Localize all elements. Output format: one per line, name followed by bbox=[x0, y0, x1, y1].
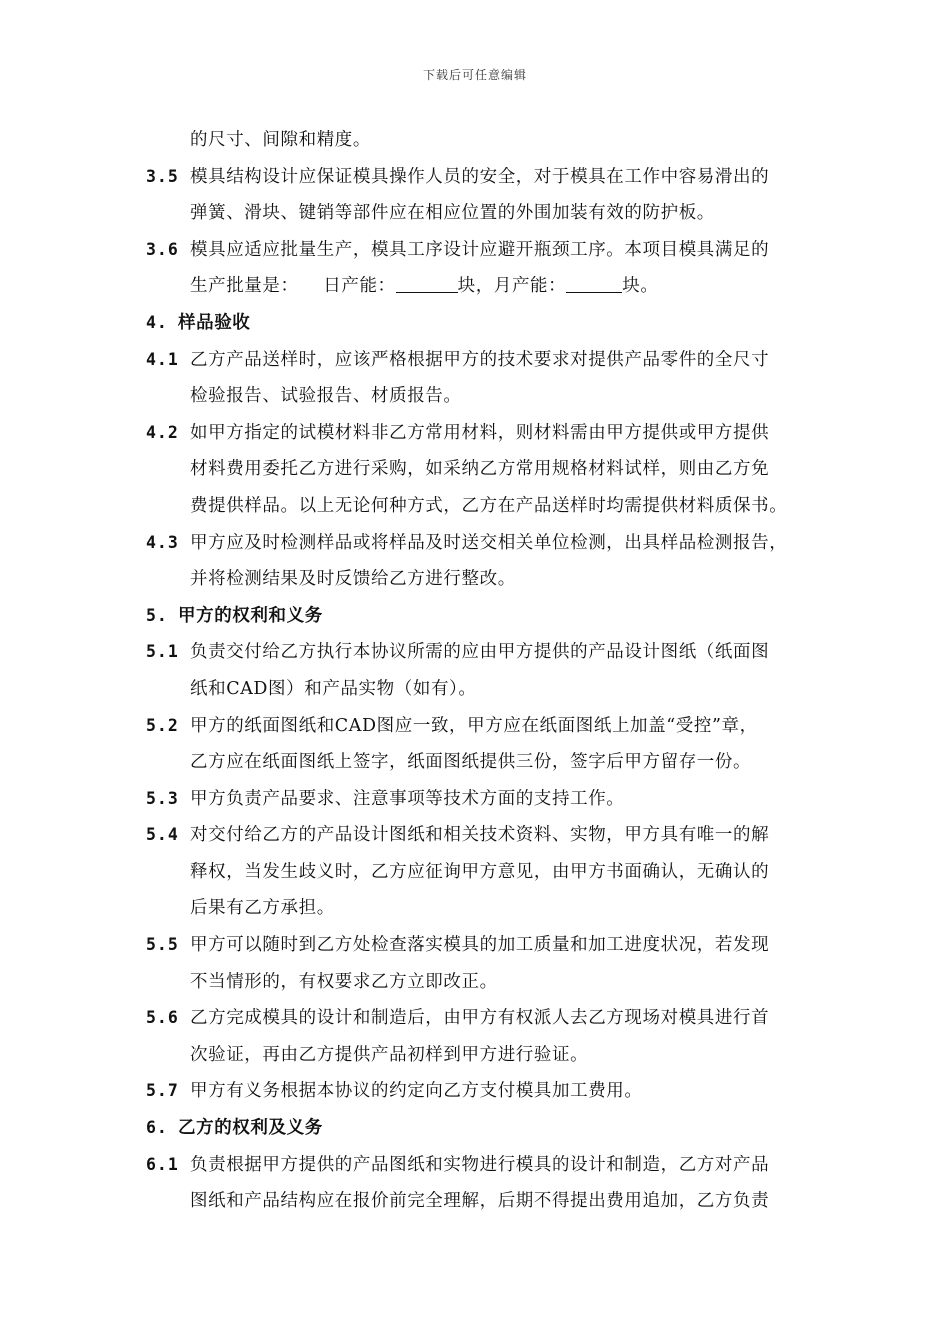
paragraph-line bbox=[146, 744, 826, 781]
section-number: 6. bbox=[146, 1118, 168, 1138]
clause-number: 5.6 bbox=[146, 1008, 179, 1028]
monthly-capacity-blank bbox=[566, 272, 622, 293]
clause-5-6-line bbox=[146, 1000, 826, 1037]
line-text: 释权，当发生歧义时，乙方应征询甲方意见，由甲方书面确认，无确认的 bbox=[190, 861, 770, 882]
clause-number: 5.4 bbox=[146, 825, 179, 845]
clause-4-1-line bbox=[146, 342, 826, 379]
paragraph-line bbox=[146, 1183, 826, 1220]
paragraph-line bbox=[146, 890, 826, 927]
line-text: 纸和CAD图）和产品实物（如有）。 bbox=[190, 678, 477, 699]
clause-number: 4.3 bbox=[146, 532, 179, 552]
clause-number: 5.5 bbox=[146, 935, 179, 955]
paragraph-line bbox=[146, 1037, 826, 1074]
clause-number: 6.1 bbox=[146, 1154, 179, 1174]
section-number: 4. bbox=[146, 312, 168, 332]
line-text: 模具结构设计应保证模具操作人员的安全，对于模具在工作中容易滑出的 bbox=[190, 166, 770, 187]
paragraph-line bbox=[146, 451, 826, 488]
line-text: 甲方可以随时到乙方处检查落实模具的加工质量和加工进度状况，若发现 bbox=[190, 935, 770, 956]
line-text: 乙方完成模具的设计和制造后，由甲方有权派人去乙方现场对模具进行首 bbox=[190, 1008, 770, 1029]
clause-number: 4.1 bbox=[146, 349, 179, 369]
line-text: 如甲方指定的试模材料非乙方常用材料，则材料需由甲方提供或甲方提供 bbox=[190, 422, 770, 443]
paragraph-line bbox=[146, 378, 826, 415]
clause-5-5-line bbox=[146, 927, 826, 964]
paragraph-line bbox=[146, 671, 826, 708]
clause-5-2-line bbox=[146, 708, 826, 745]
line-text: 次验证，再由乙方提供产品初样到甲方进行验证。 bbox=[190, 1044, 589, 1065]
clause-5-4-line bbox=[146, 817, 826, 854]
paragraph-line bbox=[146, 488, 826, 525]
section-number: 5. bbox=[146, 605, 168, 625]
production-capacity-line bbox=[146, 268, 826, 305]
line-text: 对交付给乙方的产品设计图纸和相关技术资料、实物，甲方具有唯一的解 bbox=[190, 825, 770, 846]
capacity-suffix: 块。 bbox=[622, 276, 659, 297]
line-text: 甲方负责产品要求、注意事项等技术方面的支持工作。 bbox=[190, 788, 625, 809]
line-text: 负责根据甲方提供的产品图纸和实物进行模具的设计和制造，乙方对产品 bbox=[190, 1154, 770, 1175]
section-title: 样品验收 bbox=[178, 312, 251, 333]
clause-number: 3.5 bbox=[146, 166, 179, 186]
line-text: 并将检测结果及时反馈给乙方进行整改。 bbox=[190, 569, 516, 590]
paragraph-line bbox=[146, 854, 826, 891]
clause-5-3-line bbox=[146, 781, 826, 818]
clause-number: 5.1 bbox=[146, 642, 179, 662]
capacity-mid: 块，月产能： bbox=[457, 276, 567, 297]
clause-5-1-line bbox=[146, 634, 826, 671]
section-4-heading bbox=[146, 305, 826, 342]
line-text: 后果有乙方承担。 bbox=[190, 898, 335, 919]
capacity-prefix: 生产批量是： 日产能： bbox=[190, 276, 396, 297]
clause-6-1-line bbox=[146, 1147, 826, 1184]
line-text: 检验报告、试验报告、材质报告。 bbox=[190, 386, 462, 407]
paragraph-line bbox=[146, 964, 826, 1001]
clause-3-6-line bbox=[146, 232, 826, 269]
clause-number: 5.7 bbox=[146, 1081, 179, 1101]
line-text: 甲方的纸面图纸和CAD图应一致，甲方应在纸面图纸上加盖“受控”章， bbox=[190, 715, 758, 736]
clause-number: 4.2 bbox=[146, 422, 179, 442]
line-text: 负责交付给乙方执行本协议所需的应由甲方提供的产品设计图纸（纸面图 bbox=[190, 642, 770, 663]
section-6-heading bbox=[146, 1110, 826, 1147]
daily-capacity-blank bbox=[396, 272, 458, 293]
paragraph-line bbox=[146, 195, 826, 232]
line-text: 不当情形的，有权要求乙方立即改正。 bbox=[190, 971, 498, 992]
page-header: 下载后可任意编辑 bbox=[422, 68, 527, 82]
line-text: 弹簧、滑块、键销等部件应在相应位置的外围加装有效的防护板。 bbox=[190, 203, 715, 224]
clause-4-3-line bbox=[146, 525, 826, 562]
paragraph-line bbox=[146, 122, 826, 159]
line-text: 费提供样品。以上无论何种方式，乙方在产品送样时均需提供材料质保书。 bbox=[190, 495, 788, 516]
document-body bbox=[146, 122, 826, 1220]
section-5-heading bbox=[146, 598, 826, 635]
section-title: 乙方的权利及义务 bbox=[178, 1118, 323, 1139]
line-text: 乙方产品送样时，应该严格根据甲方的技术要求对提供产品零件的全尺寸 bbox=[190, 349, 770, 370]
line-text: 模具应适应批量生产，模具工序设计应避开瓶颈工序。本项目模具满足的 bbox=[190, 239, 770, 260]
line-text: 的尺寸、间隙和精度。 bbox=[190, 130, 371, 150]
clause-number: 5.3 bbox=[146, 788, 179, 808]
clause-3-5-line bbox=[146, 159, 826, 196]
line-text: 材料费用委托乙方进行采购，如采纳乙方常用规格材料试样，则由乙方免 bbox=[190, 459, 770, 480]
clause-5-7-line bbox=[146, 1073, 826, 1110]
clause-number: 5.2 bbox=[146, 715, 179, 735]
line-text: 乙方应在纸面图纸上签字，纸面图纸提供三份，签字后甲方留存一份。 bbox=[190, 752, 752, 773]
paragraph-line bbox=[146, 561, 826, 598]
clause-number: 3.6 bbox=[146, 239, 179, 259]
line-text: 甲方有义务根据本协议的约定向乙方支付模具加工费用。 bbox=[190, 1081, 643, 1102]
line-text: 甲方应及时检测样品或将样品及时送交相关单位检测，出具样品检测报告， bbox=[190, 532, 788, 553]
clause-4-2-line bbox=[146, 415, 826, 452]
section-title: 甲方的权利和义务 bbox=[178, 605, 323, 626]
line-text: 图纸和产品结构应在报价前完全理解，后期不得提出费用追加，乙方负责 bbox=[190, 1191, 770, 1212]
